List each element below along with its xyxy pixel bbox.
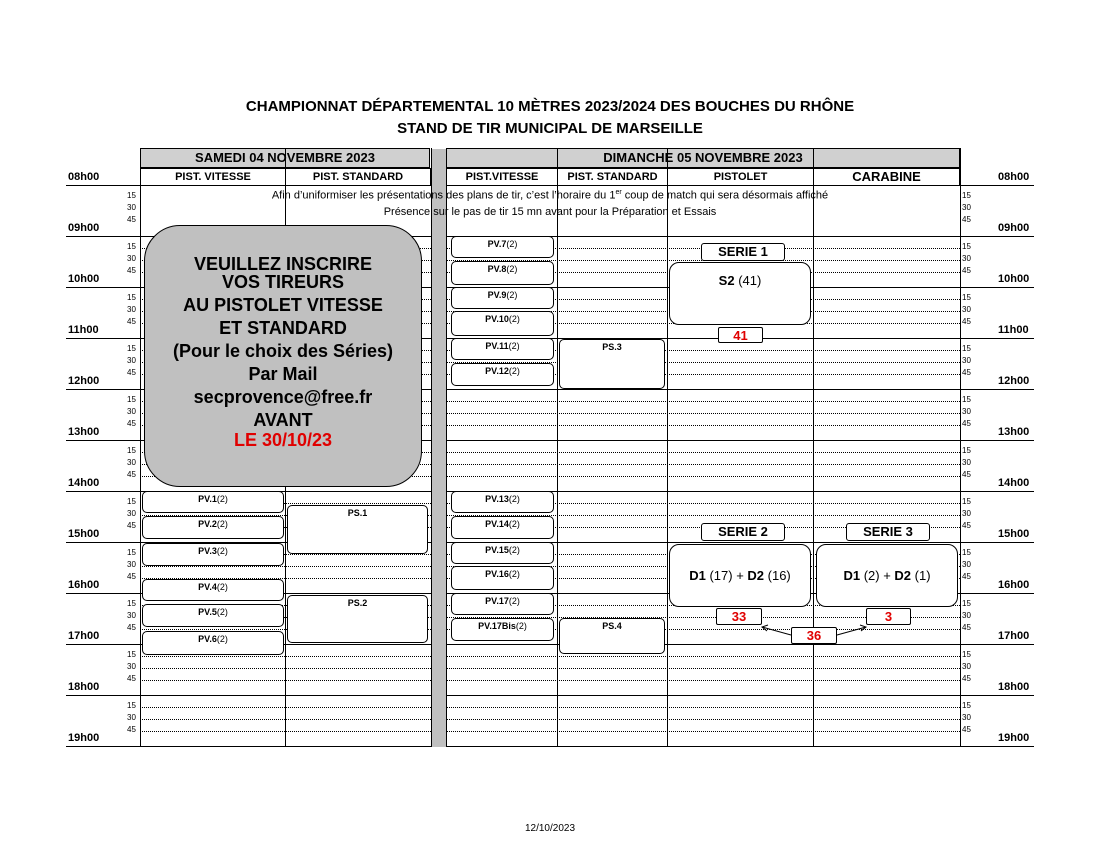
list-item: PV.6(2) [142,631,284,655]
grid-quarter-line [140,656,431,657]
grid-quarter-line [140,668,431,669]
grid-quarter-line [140,680,431,681]
minute-label: 30 [127,305,136,314]
list-item: PV.10(2) [451,311,554,336]
minute-label: 15 [127,650,136,659]
info-line-2: Présence sur le pas de tir 15 mn avant pour la Préparation et Essais [383,206,717,218]
grid-hour-line [140,746,431,747]
minute-label: 45 [962,368,971,377]
grid-hour-line [446,389,960,390]
list-item: PV.7(2) [451,236,554,258]
minute-label: 45 [962,725,971,734]
hour-label: 14h00 [68,477,100,489]
minute-label: 45 [962,266,971,275]
minute-label: 45 [127,368,136,377]
day-separator [431,149,446,747]
serie-2-total: 33 [716,608,762,625]
serie-1-total: 41 [718,327,763,343]
minute-label: 45 [127,470,136,479]
minute-label: 15 [962,446,971,455]
serie-1-box: S2 (41) [669,262,811,325]
minute-label: 30 [962,356,971,365]
list-item: PS.2 [287,595,428,643]
grid-quarter-line [446,476,960,477]
minute-label: 30 [962,305,971,314]
minute-label: 30 [127,458,136,467]
hour-rule [66,236,140,237]
hour-label: 09h00 [998,222,1030,234]
minute-label: 15 [127,395,136,404]
grid-hour-line [140,695,431,696]
minute-label: 45 [962,215,971,224]
minute-label: 15 [127,446,136,455]
minute-label: 45 [127,317,136,326]
minute-label: 30 [962,458,971,467]
hour-rule [960,644,1034,645]
minute-label: 15 [127,242,136,251]
list-item: PV.11(2) [451,338,554,360]
minute-label: 15 [962,701,971,710]
grid-quarter-line [446,452,960,453]
hour-rule [960,389,1034,390]
minute-label: 15 [127,497,136,506]
grid-quarter-line [446,731,960,732]
notice-email[interactable]: secprovence@free.fr [193,387,373,407]
grid-vline [667,148,668,747]
minute-label: 30 [962,254,971,263]
notice-line: AVANT [253,410,313,430]
minute-label: 45 [127,725,136,734]
grid-vline [557,148,558,747]
minute-label: 15 [962,242,971,251]
minute-label: 30 [962,560,971,569]
minute-label: 45 [962,623,971,632]
notice-line: VEUILLEZ INSCRIRE [193,254,372,274]
notice-line: AU PISTOLET VITESSE [183,295,383,315]
hour-rule [960,287,1034,288]
grid-quarter-line [140,731,431,732]
notice-line: (Pour le choix des Séries) [172,341,394,361]
minute-label: 30 [962,662,971,671]
hour-label: 12h00 [68,375,100,387]
minute-label: 45 [962,419,971,428]
minute-label: 15 [962,293,971,302]
hour-label: 08h00 [68,171,100,183]
hour-label: 16h00 [998,579,1030,591]
minute-label: 30 [127,356,136,365]
grid-vline [813,148,814,747]
hour-rule [960,695,1034,696]
grid-hour-line [446,695,960,696]
hour-rule [960,440,1034,441]
hour-label: 11h00 [68,324,99,336]
hour-rule [66,695,140,696]
list-item: PV.9(2) [451,287,554,309]
hour-rule [66,389,140,390]
hour-label: 08h00 [998,171,1030,183]
hour-label: 13h00 [998,426,1030,438]
list-item: PV.16(2) [451,566,554,590]
minute-label: 30 [962,407,971,416]
minute-label: 15 [962,548,971,557]
hour-rule [960,746,1034,747]
info-line-1: Afin d’uniformiser les présentations des plans de tir, c’est l’horaire du 1er coup de match qui sera désormais affiché [271,189,829,202]
page-subtitle: STAND DE TIR MUNICIPAL DE MARSEILLE [397,120,703,137]
hour-label: 17h00 [68,630,100,642]
minute-label: 45 [127,215,136,224]
minute-label: 45 [127,572,136,581]
hour-rule [66,593,140,594]
minute-label: 30 [127,254,136,263]
list-item: PV.1(2) [142,491,284,513]
hour-label: 15h00 [998,528,1030,540]
hour-label: 12h00 [998,375,1030,387]
minute-label: 15 [962,599,971,608]
minute-label: 15 [962,395,971,404]
hour-rule [66,185,140,186]
minute-label: 15 [962,650,971,659]
hour-rule [66,491,140,492]
hour-label: 16h00 [68,579,100,591]
grid-vline [960,148,961,747]
list-item: PV.8(2) [451,261,554,285]
minute-label: 45 [127,674,136,683]
hour-label: 19h00 [998,732,1030,744]
hour-rule [66,746,140,747]
hour-label: 09h00 [68,222,100,234]
minute-label: 45 [127,419,136,428]
minute-label: 15 [962,344,971,353]
grid-hour-line [446,746,960,747]
hour-rule [960,491,1034,492]
notice-line: ET STANDARD [219,318,347,338]
hour-rule [960,185,1034,186]
minute-label: 15 [127,293,136,302]
minute-label: 45 [127,266,136,275]
list-item: PV.13(2) [451,491,554,513]
minute-label: 30 [127,203,136,212]
serie-3-label: SERIE 3 [846,523,930,541]
col-sun-vitesse: PIST.VITESSE [446,168,558,186]
grid-hour-line [446,440,960,441]
hour-label: 18h00 [998,681,1030,693]
minute-label: 45 [962,470,971,479]
serie-2-label: SERIE 2 [701,523,785,541]
footer-date: 12/10/2023 [524,823,576,834]
minute-label: 15 [962,191,971,200]
hour-label: 10h00 [998,273,1030,285]
grid-quarter-line [446,707,960,708]
grid-quarter-line [140,566,431,567]
grid-quarter-line [446,656,960,657]
grid-vline [446,148,447,747]
col-sat-vitesse: PIST. VITESSE [140,168,286,186]
hour-rule [960,236,1034,237]
registration-notice [144,225,422,487]
hour-rule [66,338,140,339]
minute-label: 45 [127,623,136,632]
minute-label: 30 [962,203,971,212]
combined-total: 36 [791,627,837,644]
hour-rule [66,287,140,288]
minute-label: 30 [962,509,971,518]
list-item: PV.14(2) [451,516,554,539]
hour-label: 14h00 [998,477,1030,489]
saturday-header: SAMEDI 04 NOVEMBRE 2023 [140,148,430,168]
minute-label: 30 [127,560,136,569]
hour-label: 19h00 [68,732,100,744]
minute-label: 15 [127,344,136,353]
notice-deadline: LE 30/10/23 [233,430,333,450]
hour-label: 13h00 [68,426,100,438]
minute-label: 15 [127,599,136,608]
grid-quarter-line [446,680,960,681]
minute-label: 45 [962,674,971,683]
grid-quarter-line [446,464,960,465]
grid-quarter-line [140,719,431,720]
minute-label: 30 [962,713,971,722]
col-sun-carabine: CARABINE [813,168,960,186]
grid-vline [140,148,141,747]
grid-quarter-line [446,413,960,414]
col-sun-pistolet: PISTOLET [667,168,814,186]
grid-quarter-line [446,668,960,669]
minute-label: 15 [127,191,136,200]
grid-quarter-line [446,719,960,720]
hour-label: 11h00 [998,324,1029,336]
grid-quarter-line [140,707,431,708]
grid-quarter-line [446,401,960,402]
minute-label: 30 [127,611,136,620]
serie-3-total: 3 [866,608,911,625]
sunday-header: DIMANCHE 05 NOVEMBRE 2023 [446,148,960,168]
list-item: PV.2(2) [142,516,284,539]
minute-label: 30 [127,713,136,722]
hour-rule [66,440,140,441]
hour-rule [66,644,140,645]
hour-rule [66,542,140,543]
minute-label: 15 [127,548,136,557]
minute-label: 15 [127,701,136,710]
hour-label: 10h00 [68,273,100,285]
page-title: CHAMPIONNAT DÉPARTEMENTAL 10 MÈTRES 2023/2024 DES BOUCHES DU RHÔNE [245,98,855,115]
list-item: PS.4 [559,618,665,654]
col-sat-standard: PIST. STANDARD [285,168,431,186]
minute-label: 45 [127,521,136,530]
hour-rule [960,338,1034,339]
hour-label: 18h00 [68,681,100,693]
hour-label: 15h00 [68,528,100,540]
minute-label: 45 [962,317,971,326]
list-item: PV.15(2) [451,542,554,564]
col-sun-standard: PIST. STANDARD [557,168,668,186]
minute-label: 30 [127,509,136,518]
minute-label: 30 [127,662,136,671]
list-item: PV.17(2) [451,593,554,615]
list-item: PS.3 [559,339,665,389]
serie-1-label: SERIE 1 [701,243,785,261]
hour-rule [960,593,1034,594]
list-item: PS.1 [287,505,428,554]
notice-line: Par Mail [248,364,318,384]
notice-line: VOS TIREURS [221,272,345,292]
minute-label: 45 [962,572,971,581]
grid-vline [431,148,432,747]
list-item: PV.3(2) [142,543,284,566]
list-item: PV.5(2) [142,604,284,627]
minute-label: 30 [127,407,136,416]
minute-label: 15 [962,497,971,506]
hour-rule [960,542,1034,543]
list-item: PV.4(2) [142,579,284,601]
grid-quarter-line [446,425,960,426]
list-item: PV.17Bis(2) [451,618,554,641]
minute-label: 30 [962,611,971,620]
hour-label: 17h00 [998,630,1030,642]
list-item: PV.12(2) [451,363,554,386]
serie-3-box: D1 (2) + D2 (1) [816,544,958,607]
minute-label: 45 [962,521,971,530]
serie-2-box: D1 (17) + D2 (16) [669,544,811,607]
